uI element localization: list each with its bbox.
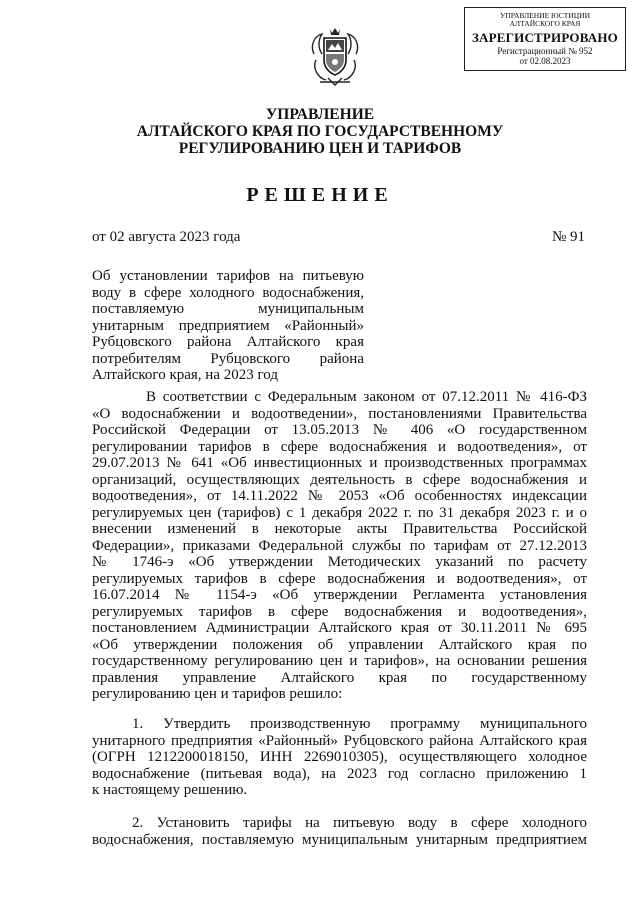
stamp-status: ЗАРЕГИСТРИРОВАНО [472, 29, 618, 45]
org-name-line1: УПРАВЛЕНИЕ [265, 106, 375, 123]
item-1-line: к настоящему решению. [92, 782, 248, 798]
org-name-line3: РЕГУЛИРОВАНИЮ ЦЕН И ТАРИФОВ [178, 140, 462, 157]
subject-line: Рубцовского района Алтайского края [92, 334, 364, 350]
preamble-line: № 1746-э «Об утверждении Методических указаний по расчету [92, 554, 587, 570]
preamble-line: Федерации», приказами Федеральной службы по тарифам от 27.12.2013 [92, 537, 587, 554]
stamp-authority-line1: УПРАВЛЕНИЕ ЮСТИЦИИ [500, 11, 590, 20]
preamble-line: регулируемых тарифов в сфере водоснабжения и водоотведения», от [92, 570, 587, 587]
subject-line: воду в сфере холодного водоснабжения, [92, 284, 364, 301]
preamble-line: Российской Федерации от 13.05.2013 № 406 «О государственном [92, 422, 587, 438]
item-1-line: 1. Утвердить производственную программу муниципального [132, 716, 587, 732]
preamble-paragraph [92, 389, 587, 703]
preamble-line: регулировании тарифов в сфере водоснабжения и водоотведения», от [92, 438, 587, 455]
preamble-line: «Об утверждении положения об управлении Алтайского края по [92, 636, 587, 653]
subject-line: поставляемую муниципальным [92, 301, 364, 317]
preamble-line: организаций, осуществляющих деятельность в сфере водоснабжения и [92, 471, 587, 488]
preamble-line: 29.07.2013 № 641 «Об инвестиционных и производственных программах [92, 455, 587, 471]
registration-stamp [464, 7, 626, 71]
item-2-paragraph [92, 815, 587, 848]
preamble-line: государственному регулированию цен и тарифов», на основании решения [92, 653, 587, 669]
subject-line: Об установлении тарифов на питьевую [92, 268, 364, 284]
decision-number: № 91 [551, 229, 585, 245]
preamble-line: В соответствии с Федеральным законом от 07.12.2011 № 416-ФЗ [146, 389, 587, 405]
item-2-line: 2. Установить тарифы на питьевую воду в сфере холодного [132, 815, 587, 831]
item-1-paragraph [92, 716, 587, 799]
preamble-line: постановлением Администрации Алтайского края от 30.11.2011 № 695 [92, 620, 587, 636]
preamble-line: регулированию цен и тарифов решило: [92, 686, 343, 702]
decision-date: от 02 августа 2023 года [92, 229, 241, 245]
item-1-line: унитарного предприятия «Районный» Рубцовского района Алтайского края [92, 732, 587, 749]
preamble-line: водоотведения», от 14.11.2022 № 2053 «Об особенностях индексации [92, 488, 587, 504]
subject-line: Алтайского края, на 2023 год [92, 367, 278, 383]
item-2-line: водоснабжения, поставляемую муниципальным унитарным предприятием [92, 831, 587, 848]
subject-line: потребителям Рубцовского района [92, 350, 364, 367]
preamble-line: правления управление Алтайского края по государственному [92, 669, 587, 686]
stamp-reg-date: от 02.08.2023 [519, 55, 571, 66]
org-name-line2: АЛТАЙСКОГО КРАЯ ПО ГОСУДАРСТВЕННОМУ [136, 123, 504, 140]
stamp-authority-line2: АЛТАЙСКОГО КРАЯ [509, 18, 581, 28]
preamble-line: регулируемых цен (тарифов) с 1 декабря 2022 г. по 31 декабря 2023 г. и о [92, 504, 587, 521]
item-1-line: водоснабжение (питьевая вода), на 2023 год согласно приложению 1 [92, 765, 587, 782]
document-title: РЕШЕНИЕ [246, 184, 394, 206]
preamble-line: внесении изменений в некоторые акты Правительства Российской [92, 521, 587, 537]
preamble-line: регулируемых тарифов в сфере водоснабжения и водоотведения», [92, 603, 587, 620]
preamble-line: «О водоснабжении и водоотведении», постановлениями Правительства [92, 405, 587, 422]
coat-of-arms-icon [306, 24, 364, 88]
item-1-line: (ОГРН 1212200018150, ИНН 2269010305), осуществляющего холодное [92, 749, 587, 765]
preamble-line: 16.07.2014 № 1154-э «Об утверждении Регламента установления [92, 587, 587, 603]
stamp-reg-number: Регистрационный № 952 [497, 46, 593, 57]
subject-line: унитарным предприятием «Районный» [92, 317, 364, 334]
decision-subject [92, 268, 364, 384]
